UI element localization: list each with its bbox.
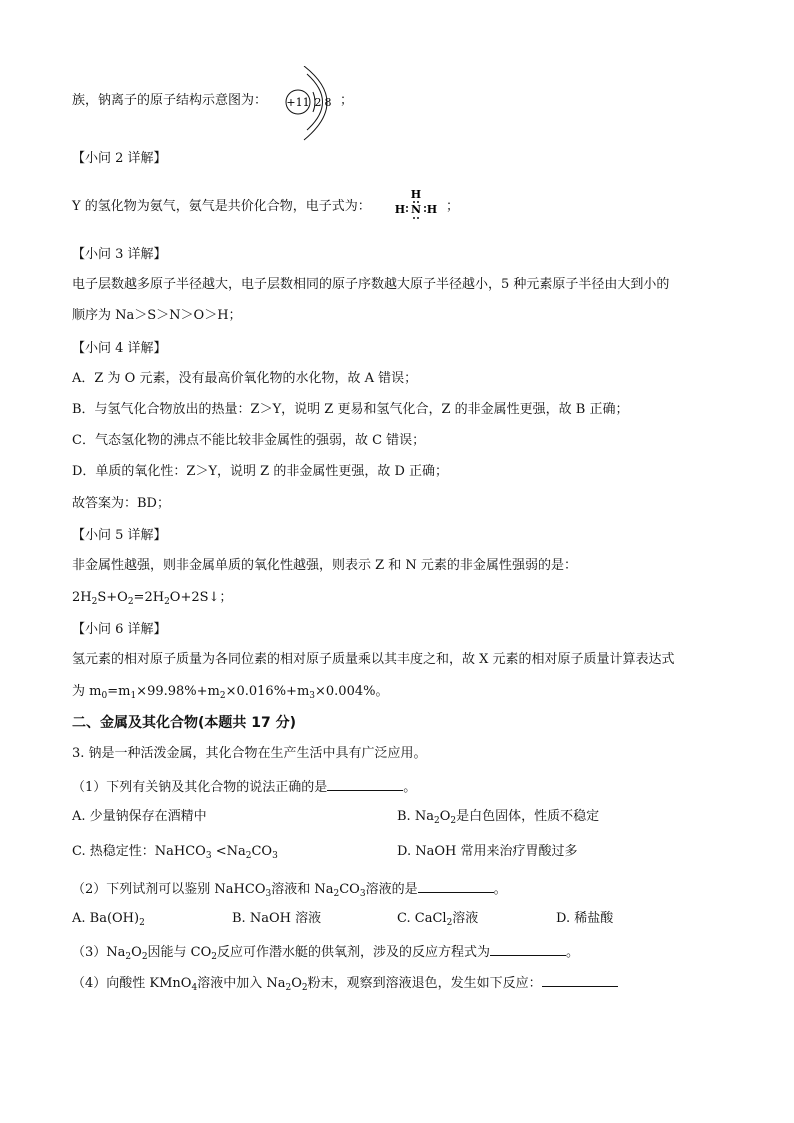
q4-option-d: D．单质的氧化性：Z＞Y，说明 Z 的非金属性更强，故 D 正确； xyxy=(72,464,449,479)
sub4-answer-blank[interactable] xyxy=(542,973,618,987)
q2-heading: 【小问 2 详解】 xyxy=(72,151,167,166)
q2-text-body: Y 的氢化物为氨气，氨气是共价化合物，电子式为： xyxy=(72,199,371,214)
q2-text xyxy=(72,198,371,216)
nh3-left-h: H xyxy=(394,203,406,216)
sub2-answer-blank[interactable] xyxy=(418,879,494,893)
nh3-electron-formula xyxy=(394,186,442,222)
nh3-right-h: H xyxy=(426,203,438,216)
q3-line-2: 顺序为 Na＞S＞N＞O＞H； xyxy=(72,308,242,323)
q5-text: 非金属性越强，则非金属单质的氧化性越强，则表示 Z 和 N 元素的非金属性强弱的是： xyxy=(72,558,577,573)
q3-heading: 【小问 3 详解】 xyxy=(72,247,167,262)
answer-line-na-ion xyxy=(72,92,267,110)
sub4-stem: （4）向酸性 KMnO$_4$溶液中加入 $Na_2O_2$粉末，观察到溶液退色，发生如下反应： xyxy=(72,973,618,993)
q5-heading: 【小问 5 详解】 xyxy=(72,528,167,543)
q2-suffix: ； xyxy=(446,199,460,214)
nh3-top-h: H xyxy=(410,188,422,201)
q4-option-b: B．与氢气化合物放出的热量：Z＞Y，说明 Z 更易和氢气化合，Z 的非金属性更强，故 B 正确； xyxy=(72,402,629,417)
sub1-option-c[interactable]: C. 热稳定性：NaHCO$_3$ $<Na_2CO_3$ xyxy=(72,844,278,861)
sub2-option-d[interactable]: D. 稀盐酸 xyxy=(556,911,614,926)
sub2-stem: （2）下列试剂可以鉴别 NaHCO$_3$溶液和 $Na_2CO_3$溶液的是 。 xyxy=(72,879,507,899)
q3-line-1: 电子层数越多原子半径越大，电子层数相同的原子序数越大原子半径越小，5 种元素原子半径由大到小的 xyxy=(72,277,670,292)
sub2-option-b[interactable]: B. NaOH 溶液 xyxy=(232,911,322,926)
na-shell-1-electrons: 2 xyxy=(314,96,322,109)
q4-heading: 【小问 4 详解】 xyxy=(72,341,167,356)
sub2-option-a[interactable]: A. $Ba(OH)_2$ xyxy=(72,911,145,928)
na-ion-suffix: ； xyxy=(340,93,354,108)
sub1-answer-blank[interactable] xyxy=(327,777,403,791)
q4-option-c: C．气态氢化物的沸点不能比较非金属性的强弱，故 C 错误； xyxy=(72,433,426,448)
sub1-option-a[interactable]: A. 少量钠保存在酒精中 xyxy=(72,809,207,824)
sub2-option-c[interactable]: C. CaCl$_2$溶液 xyxy=(397,911,479,928)
q4-option-a: A．Z 为 O 元素，没有最高价氧化物的水化物，故 A 错误； xyxy=(72,371,418,386)
question-3-stem: 3. 钠是一种活泼金属，其化合物在生产生活中具有广泛应用。 xyxy=(72,746,427,761)
na-ion-structure-diagram xyxy=(280,66,340,142)
sub1-option-b[interactable]: B. $Na_2O_2$是白色固体，性质不稳定 xyxy=(397,809,600,826)
nh3-n: N xyxy=(410,203,422,216)
q4-answer: 故答案为：BD； xyxy=(72,496,170,511)
sub3-stem: $(3)Na_2O_2$因能与 $CO_2$反应可作潜水艇的供氧剂，涉及的反应方程式为 。 xyxy=(72,942,579,962)
q6-line-2: 为 $m_0=m_1\times 99.98\%+m_2\times 0.016\%+m_3\times 0.004\%$。 xyxy=(72,684,389,701)
q6-heading: 【小问 6 详解】 xyxy=(72,622,167,637)
sub3-answer-blank[interactable] xyxy=(490,942,566,956)
na-nucleus-charge: +11 xyxy=(286,96,310,109)
q5-equation: $2H_2S+O_2=2H_2O+2S↓$； xyxy=(72,590,233,607)
q6-line-1: 氢元素的相对原子质量为各同位素的相对原子质量乘以其丰度之和，故 X 元素的相对原子质量计算表达式 xyxy=(72,652,675,667)
na-shell-2-electrons: 8 xyxy=(324,96,332,109)
sub1-stem: （1）下列有关钠及其化合物的说法正确的是 。 xyxy=(72,777,416,797)
section-2-title: 二、金属及其化合物(本题共 17 分) xyxy=(72,715,297,731)
sub1-option-d[interactable]: D. NaOH 常用来治疗胃酸过多 xyxy=(397,844,578,859)
na-ion-prefix: 族，钠离子的原子结构示意图为： xyxy=(72,93,268,108)
